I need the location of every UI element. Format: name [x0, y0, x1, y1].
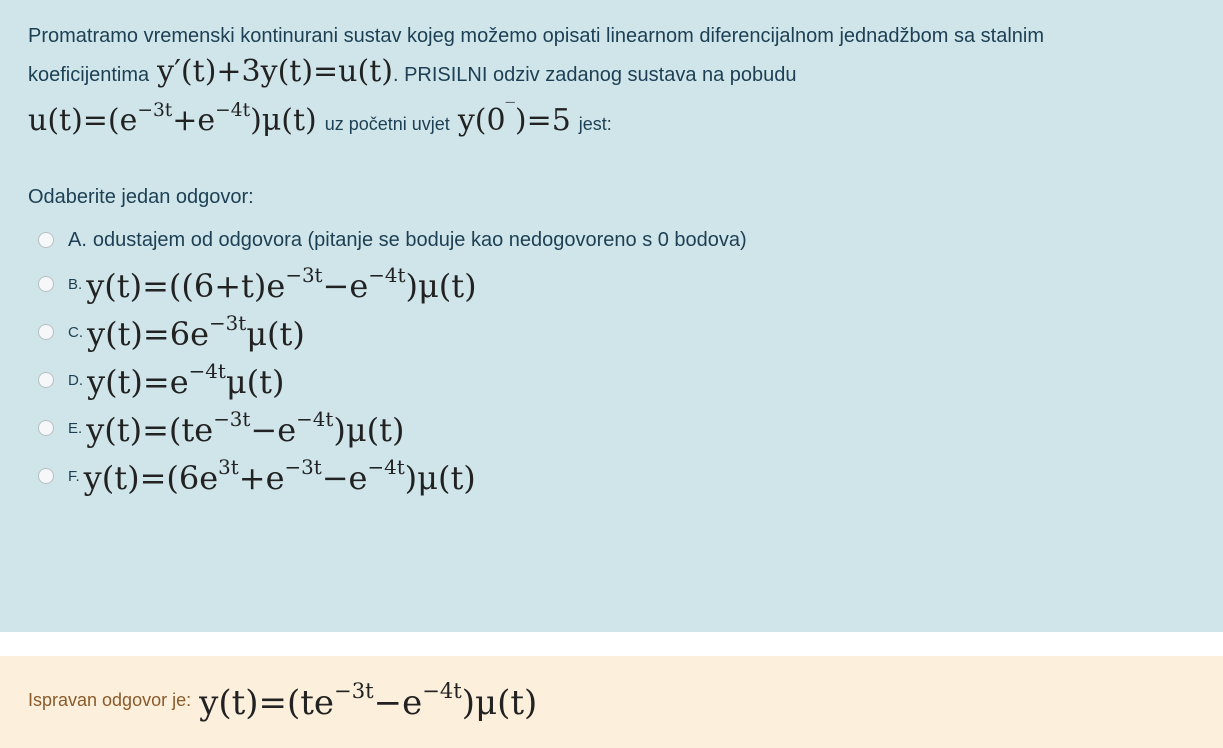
initial-condition: y(0‾)=5 — [457, 100, 571, 138]
answer-list — [38, 220, 1138, 500]
answer-prompt: Odaberite jedan odgovor: — [28, 186, 254, 208]
radio-button[interactable] — [38, 232, 54, 248]
option-b[interactable]: B. $y(t)=((6+t)e^{-3t}-e^{-4t})\mu(t)$ — [38, 260, 1138, 308]
option-e-formula: $y(t)=(te^{-3t}-e^{-4t})\mu(t)$ — [86, 407, 405, 449]
correct-answer-label: Ispravan odgovor je: — [28, 689, 192, 710]
option-a-text: odustajem od odgovora (pitanje se boduje kao nedogovoreno s 0 bodova) — [92, 228, 747, 251]
option-c[interactable]: C. $y(t)=6e^{-3t}\mu(t)$ — [38, 308, 1138, 356]
option-a[interactable]: A. odustajem od odgovora (pitanje se boduje kao nedogovoreno s 0 bodova) — [38, 220, 1138, 260]
system-equation: y′(t)+3y(t)=u(t) — [157, 54, 393, 89]
input-signal-equation: $u(t)=(e^{-3t}+e^{-4t})\mu(t)$ — [28, 100, 317, 138]
question-line-1: Promatramo vremenski kontinurani sustav kojeg možemo opisati linearnom diferencijalnom jednadžbom sa stalnim — [28, 25, 1045, 47]
question-line-2 — [28, 54, 1198, 93]
radio-button[interactable] — [38, 372, 54, 388]
correct-answer-formula: $y(t)=(te^{-3t}-e^{-4t})\mu(t)$ — [199, 678, 538, 723]
radio-button[interactable] — [38, 276, 54, 292]
radio-button[interactable] — [38, 324, 54, 340]
correct-answer — [28, 678, 537, 723]
option-e[interactable]: E. $y(t)=(te^{-3t}-e^{-4t})\mu(t)$ — [38, 404, 1138, 452]
question-text-excitation: . PRISILNI odziv zadanog sustava na pobudu — [392, 64, 797, 86]
question-text-coef: koeficijentima — [28, 64, 150, 86]
feedback-box — [0, 656, 1223, 748]
option-f[interactable]: F. $y(t)=(6e^{3t}+e^{-3t}-e^{-4t})\mu(t)$ — [38, 452, 1138, 500]
question-text — [28, 18, 1198, 142]
option-c-formula: $y(t)=6e^{-3t}\mu(t)$ — [87, 311, 305, 353]
question-line-3 — [28, 93, 1198, 142]
option-b-formula: $y(t)=((6+t)e^{-3t}-e^{-4t})\mu(t)$ — [86, 263, 477, 305]
radio-button[interactable] — [38, 468, 54, 484]
question-end-text: jest: — [578, 113, 612, 134]
option-d-formula: $y(t)=e^{-4t}\mu(t)$ — [87, 359, 285, 401]
condition-label: uz početni uvjet — [324, 113, 450, 134]
option-d[interactable]: D. $y(t)=e^{-4t}\mu(t)$ — [38, 356, 1138, 404]
option-f-formula: $y(t)=(6e^{3t}+e^{-3t}-e^{-4t})\mu(t)$ — [83, 455, 476, 497]
radio-button[interactable] — [38, 420, 54, 436]
